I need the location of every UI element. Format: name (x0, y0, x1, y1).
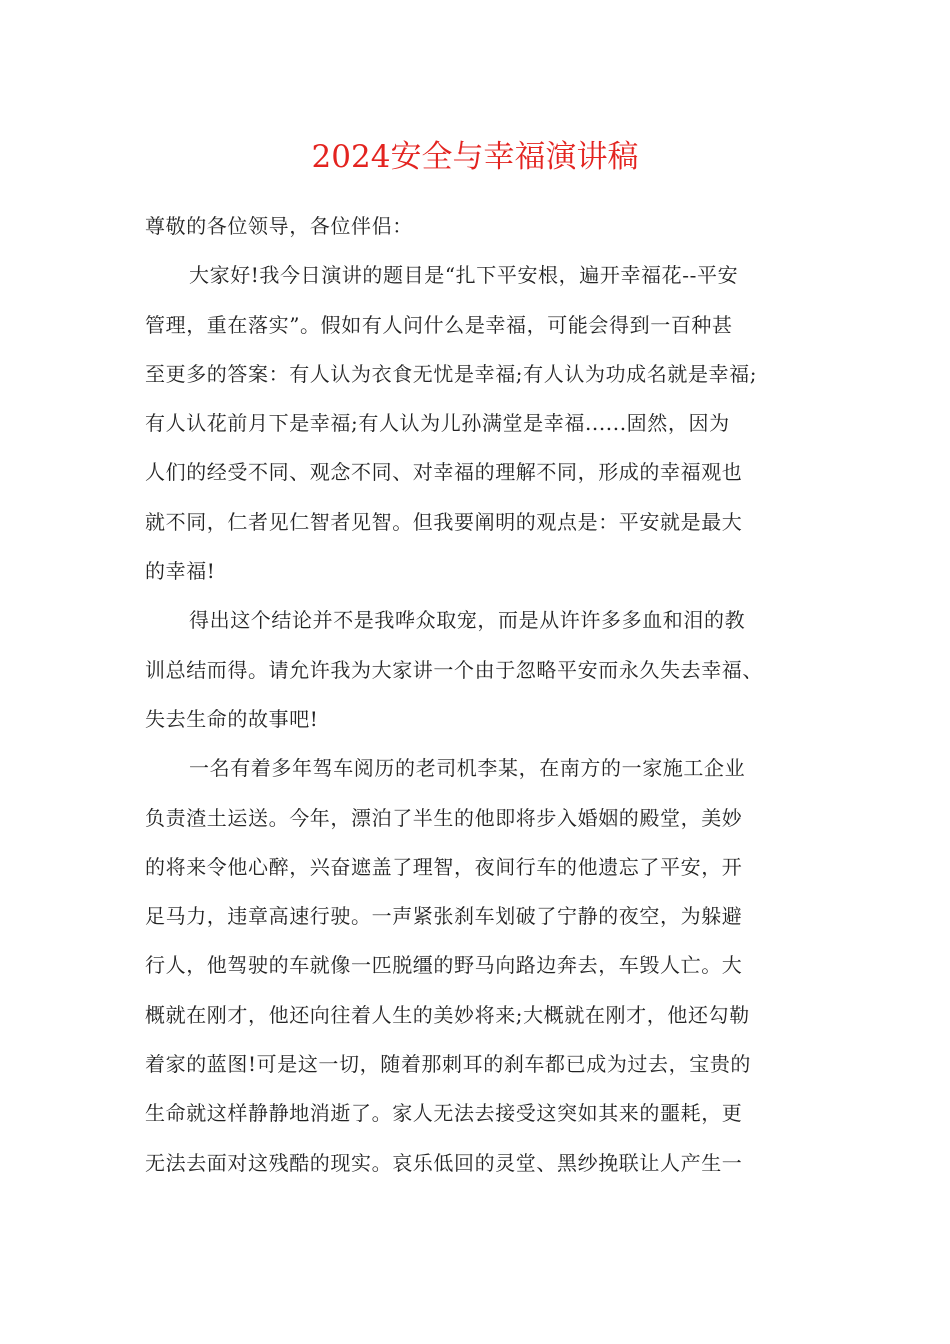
body-text-line: 行人，他驾驶的车就像一匹脱缰的野马向路边奔去，车毁人亡。大 (145, 953, 743, 978)
body-text-line: 就不同，仁者见仁智者见智。但我要阐明的观点是：平安就是最大 (145, 509, 743, 534)
body-text-line: 生命就这样静静地消逝了。家人无法去接受这突如其来的噩耗，更 (145, 1101, 743, 1126)
body-text-line: 人们的经受不同、观念不同、对幸福的理解不同，形成的幸福观也 (145, 460, 743, 485)
body-text-line: 足马力，违章高速行驶。一声紧张刹车划破了宁静的夜空，为躲避 (145, 904, 743, 929)
body-text-line: 的幸福! (145, 559, 216, 584)
body-text-line: 有人认花前月下是幸福;有人认为儿孙满堂是幸福......固然，因为 (145, 411, 730, 436)
body-text-line: 无法去面对这残酷的现实。哀乐低回的灵堂、黑纱挽联让人产生一 (145, 1150, 743, 1175)
body-text-line: 得出这个结论并不是我哗众取宠，而是从许许多多血和泪的教 (189, 608, 746, 633)
body-text-line: 失去生命的故事吧! (145, 706, 319, 731)
body-text-line: 尊敬的各位领导，各位伴侣： (145, 214, 413, 238)
body-text-line: 着家的蓝图!可是这一切，随着那刺耳的刹车都已成为过去，宝贵的 (145, 1052, 752, 1077)
body-text-line: 的将来令他心醉，兴奋遮盖了理智，夜间行车的他遗忘了平安，开 (145, 854, 743, 879)
body-text-line: 一名有着多年驾车阅历的老司机李某，在南方的一家施工企业 (189, 756, 746, 781)
body-text-line: 训总结而得。请允许我为大家讲一个由于忽略平安而永久失去幸福、 (145, 657, 763, 682)
body-text-line: 管理，重在落实”。假如有人问什么是幸福，可能会得到一百种甚 (145, 312, 733, 337)
document-body (145, 202, 825, 1188)
body-text-line: 至更多的答案：有人认为衣食无忧是幸福;有人认为功成名就是幸福; (145, 361, 758, 386)
body-text-line: 概就在刚才，他还向往着人生的美妙将来;大概就在刚才，他还勾勒 (145, 1002, 750, 1027)
body-text-line: 大家好!我今日演讲的题目是“扎下平安根，遍开幸福花--平安 (189, 263, 739, 288)
body-text-line: 负责渣土运送。今年，漂泊了半生的他即将步入婚姻的殿堂，美妙 (145, 805, 743, 830)
document-title: 2024安全与幸福演讲稿 (311, 139, 639, 175)
